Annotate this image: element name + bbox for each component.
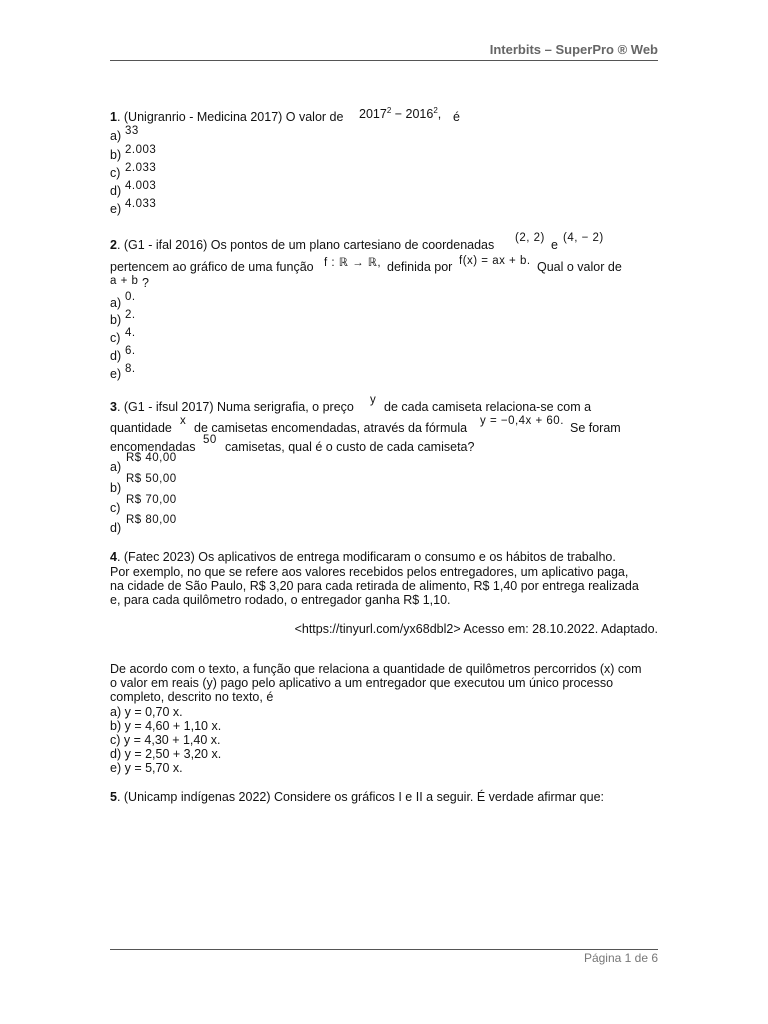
q4-option-d	[110, 747, 221, 761]
footer-divider	[110, 949, 658, 950]
page-number: Página 1 de 6	[583, 951, 658, 965]
q4-option-b-value: y = 4,60 + 1,10 x.	[124, 719, 222, 733]
q5-text: . (Unicamp indígenas 2022) Considere os gráficos I e II a seguir. É verdade afirmar que:	[116, 790, 605, 804]
q2-option-d-label: d)	[110, 349, 122, 363]
q1-option-e-value: 4.033	[125, 198, 157, 210]
q2-option-e-label: e)	[110, 367, 122, 381]
q2-option-c-label: c)	[110, 331, 121, 345]
q2-formula: f(x) = ax + b.	[459, 255, 531, 267]
q5-stem	[110, 790, 604, 804]
q2-line2-c: Qual o valor de	[537, 260, 622, 274]
q4-option-e-label: e)	[110, 761, 122, 775]
q4-question-line1: De acordo com o texto, a função que relaciona a quantidade de quilômetros percorridos (x) com	[110, 662, 642, 676]
q3-option-a-value: R$ 40,00	[126, 452, 177, 464]
q2-qmark: ?	[142, 276, 149, 290]
q4-option-a-value: y = 0,70 x.	[124, 705, 183, 719]
q3-option-d-label: d)	[110, 521, 122, 535]
q3-number: 3	[110, 400, 117, 414]
q1-expr-base-b: − 2016	[391, 107, 434, 121]
q1-exp-a: 2	[386, 106, 392, 115]
q4-stem-line2: Por exemplo, no que se refere aos valores recebidos pelos entregadores, um aplicativo paga,	[110, 565, 629, 579]
q1-expression	[359, 106, 441, 121]
q2-stem-line1	[110, 238, 494, 252]
q2-line2-b: definida por	[387, 260, 453, 274]
q1-stem	[110, 110, 343, 124]
q2-option-a-value: 0.	[125, 291, 136, 303]
q2-sum: a + b	[110, 275, 139, 287]
q2-conj: e	[551, 238, 558, 252]
q4-number: 4	[110, 550, 117, 564]
q4-option-b	[110, 719, 221, 733]
q3-formula: y = −0,4x + 60.	[480, 415, 564, 427]
q3-var-y: y	[370, 394, 377, 406]
q1-option-b-value: 2.003	[125, 144, 157, 156]
q2-point1: (2, 2)	[515, 232, 545, 244]
q3-option-b-value: R$ 50,00	[126, 473, 177, 485]
q2-option-b-value: 2.	[125, 309, 136, 321]
q1-number: 1	[110, 110, 117, 124]
q2-option-c-value: 4.	[125, 327, 136, 339]
q2-option-a-label: a)	[110, 296, 122, 310]
q4-option-c-value: y = 4,30 + 1,40 x.	[123, 733, 221, 747]
q4-option-a	[110, 705, 183, 719]
q4-option-d-value: y = 2,50 + 3,20 x.	[124, 747, 222, 761]
q2-option-d-value: 6.	[125, 345, 136, 357]
q1-option-c-label: c)	[110, 166, 121, 180]
q1-option-c-value: 2.033	[125, 162, 157, 174]
q4-option-c-label: c)	[110, 733, 121, 747]
q1-option-d-label: d)	[110, 184, 122, 198]
q4-option-d-label: d)	[110, 747, 122, 761]
q3-line2-b: de camisetas encomendadas, através da fórmula	[194, 421, 468, 435]
q3-option-d-value: R$ 80,00	[126, 514, 177, 526]
q1-text: . (Unigranrio - Medicina 2017) O valor de	[116, 110, 344, 124]
q4-option-e-value: y = 5,70 x.	[124, 761, 183, 775]
q3-var-x: x	[180, 415, 187, 427]
q3-option-b-label: b)	[110, 481, 122, 495]
q4-option-e	[110, 761, 183, 775]
q3-stem-line1	[110, 400, 354, 414]
q4-option-a-label: a)	[110, 705, 122, 719]
q4-stem-line1	[110, 550, 616, 564]
q2-number: 2	[110, 238, 117, 252]
q1-option-b-label: b)	[110, 148, 122, 162]
q1-option-d-value: 4.003	[125, 180, 157, 192]
q4-stem-line4: e, para cada quilômetro rodado, o entregador ganha R$ 1,10.	[110, 593, 451, 607]
q1-expr-tail: ,	[437, 107, 442, 121]
q3-quantity: 50	[203, 434, 217, 446]
q4-option-b-label: b)	[110, 719, 122, 733]
q2-option-e-value: 8.	[125, 363, 136, 375]
q3-line1-text: . (G1 - ifsul 2017) Numa serigrafia, o preço	[116, 400, 354, 414]
q3-line2-a: quantidade	[110, 421, 172, 435]
q2-line2-a: pertencem ao gráfico de uma função	[110, 260, 314, 274]
q1-option-a-label: a)	[110, 129, 122, 143]
q4-source: <https://tinyurl.com/yx68dbl2> Acesso em: 28.10.2022. Adaptado.	[294, 622, 658, 636]
q3-option-a-label: a)	[110, 460, 122, 474]
q1-option-e-label: e)	[110, 202, 122, 216]
q3-line2-c: Se foram	[570, 421, 621, 435]
q1-exp-b: 2	[433, 106, 438, 115]
q4-option-c	[110, 733, 221, 747]
q4-question-line2: o valor em reais (y) pago pelo aplicativo a um entregador que executou um único processo	[110, 676, 614, 690]
q5-number: 5	[110, 790, 117, 804]
q2-point2: (4, − 2)	[563, 232, 604, 244]
q2-option-b-label: b)	[110, 313, 122, 327]
q3-option-c-value: R$ 70,00	[126, 494, 177, 506]
q4-line1-text: . (Fatec 2023) Os aplicativos de entrega modificaram o consumo e os hábitos de trabalho.	[116, 550, 616, 564]
q4-stem-line3: na cidade de São Paulo, R$ 3,20 para cada retirada de alimento, R$ 1,40 por entrega realizada	[110, 579, 639, 593]
q1-text-end: é	[453, 110, 460, 124]
q1-expr-base-a: 2017	[359, 107, 387, 121]
q3-line1-b: de cada camiseta relaciona-se com a	[384, 400, 592, 414]
header-divider	[110, 60, 658, 61]
q2-function: f : ℝ → ℝ,	[324, 257, 382, 269]
header-title: Interbits – SuperPro ® Web	[489, 42, 658, 57]
q4-question-line3: completo, descrito no texto, é	[110, 690, 274, 704]
q1-option-a-value: 33	[125, 125, 139, 137]
q3-line3-b: camisetas, qual é o custo de cada camiseta?	[225, 440, 475, 454]
q3-option-c-label: c)	[110, 501, 121, 515]
q2-line1-text: . (G1 - ifal 2016) Os pontos de um plano cartesiano de coordenadas	[116, 238, 495, 252]
q3-line3-a: encomendadas	[110, 440, 196, 454]
